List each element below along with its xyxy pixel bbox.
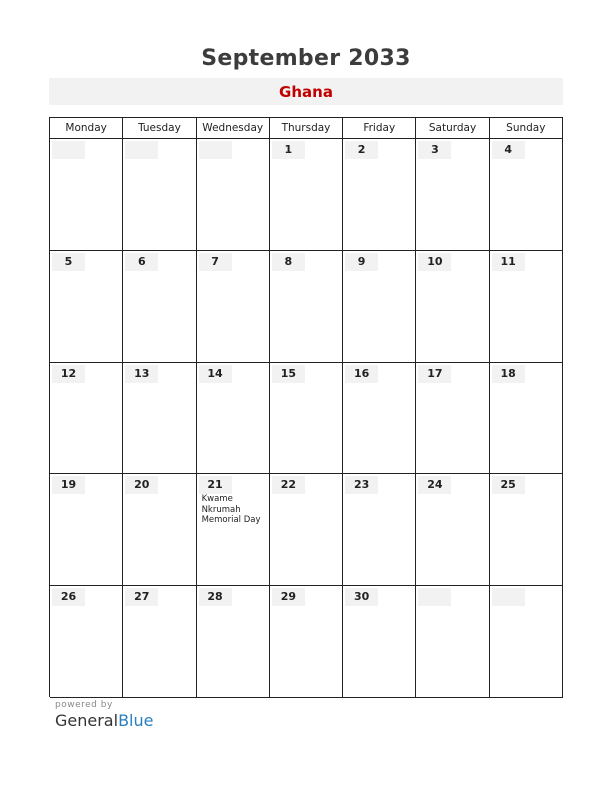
week-row-2 [50, 251, 563, 363]
powered-by-text: powered by [55, 700, 113, 710]
day-number-empty [125, 141, 158, 159]
day-number: 12 [52, 365, 85, 383]
day-cell [490, 251, 563, 363]
day-cell [416, 363, 489, 475]
day-number: 23 [345, 476, 378, 494]
weekday-header-row [50, 118, 563, 139]
day-cell [490, 139, 563, 251]
day-number: 18 [492, 365, 525, 383]
day-cell [416, 251, 489, 363]
day-number: 9 [345, 253, 378, 271]
day-number: 21 [199, 476, 232, 494]
week-row-4 [50, 474, 563, 586]
brand-logo[interactable] [55, 711, 153, 730]
day-number: 5 [52, 253, 85, 271]
day-number: 29 [272, 588, 305, 606]
day-number: 25 [492, 476, 525, 494]
calendar-grid [49, 117, 563, 697]
day-number: 15 [272, 365, 305, 383]
day-number: 20 [125, 476, 158, 494]
day-cell-holiday [197, 474, 270, 586]
brand-blue: Blue [118, 711, 154, 730]
weekday-thursday: Thursday [270, 118, 343, 139]
day-number: 1 [272, 141, 305, 159]
day-cell [270, 474, 343, 586]
day-cell-empty [123, 139, 196, 251]
week-row-5 [50, 586, 563, 698]
day-cell [123, 251, 196, 363]
weekday-friday: Friday [343, 118, 416, 139]
brand-general: General [55, 711, 119, 730]
day-number: 26 [52, 588, 85, 606]
day-number: 28 [199, 588, 232, 606]
day-number: 16 [345, 365, 378, 383]
day-number-empty [52, 141, 85, 159]
day-cell [343, 363, 416, 475]
day-cell [123, 474, 196, 586]
day-number: 6 [125, 253, 158, 271]
day-number-empty [199, 141, 232, 159]
day-cell-empty [50, 139, 123, 251]
day-number: 14 [199, 365, 232, 383]
country-banner [49, 78, 563, 105]
calendar-title: September 2033 [201, 46, 411, 71]
day-number: 11 [492, 253, 525, 271]
day-cell [197, 586, 270, 698]
day-cell [490, 363, 563, 475]
day-cell [50, 251, 123, 363]
day-cell [50, 474, 123, 586]
day-cell [123, 586, 196, 698]
day-number: 8 [272, 253, 305, 271]
day-number: 13 [125, 365, 158, 383]
footer-branding [55, 700, 153, 730]
day-number: 3 [418, 141, 451, 159]
day-number: 30 [345, 588, 378, 606]
day-number: 17 [418, 365, 451, 383]
day-cell [343, 139, 416, 251]
day-cell [343, 474, 416, 586]
day-number: 27 [125, 588, 158, 606]
day-cell-empty [490, 586, 563, 698]
day-number: 24 [418, 476, 451, 494]
day-cell [343, 251, 416, 363]
day-number: 22 [272, 476, 305, 494]
day-number: 2 [345, 141, 378, 159]
day-number-empty [492, 588, 525, 606]
day-number: 10 [418, 253, 451, 271]
weekday-tuesday: Tuesday [123, 118, 196, 139]
day-cell [343, 586, 416, 698]
weekday-saturday: Saturday [416, 118, 489, 139]
weekday-wednesday: Wednesday [197, 118, 270, 139]
day-number: 7 [199, 253, 232, 271]
weekday-sunday: Sunday [490, 118, 563, 139]
day-number: 19 [52, 476, 85, 494]
day-cell [197, 363, 270, 475]
day-number-empty [418, 588, 451, 606]
day-cell-empty [416, 586, 489, 698]
country-name: Ghana [279, 82, 333, 101]
day-cell [123, 363, 196, 475]
holiday-event: Kwame Nkrumah Memorial Day [201, 494, 261, 526]
day-cell [270, 251, 343, 363]
day-cell [270, 139, 343, 251]
day-cell-empty [197, 139, 270, 251]
day-number: 4 [492, 141, 525, 159]
day-cell [50, 363, 123, 475]
week-row-1 [50, 139, 563, 251]
day-cell [50, 586, 123, 698]
day-cell [270, 586, 343, 698]
day-cell [416, 474, 489, 586]
day-cell [270, 363, 343, 475]
weekday-monday: Monday [50, 118, 123, 139]
week-row-3 [50, 363, 563, 475]
day-cell [490, 474, 563, 586]
day-cell [197, 251, 270, 363]
day-cell [416, 139, 489, 251]
